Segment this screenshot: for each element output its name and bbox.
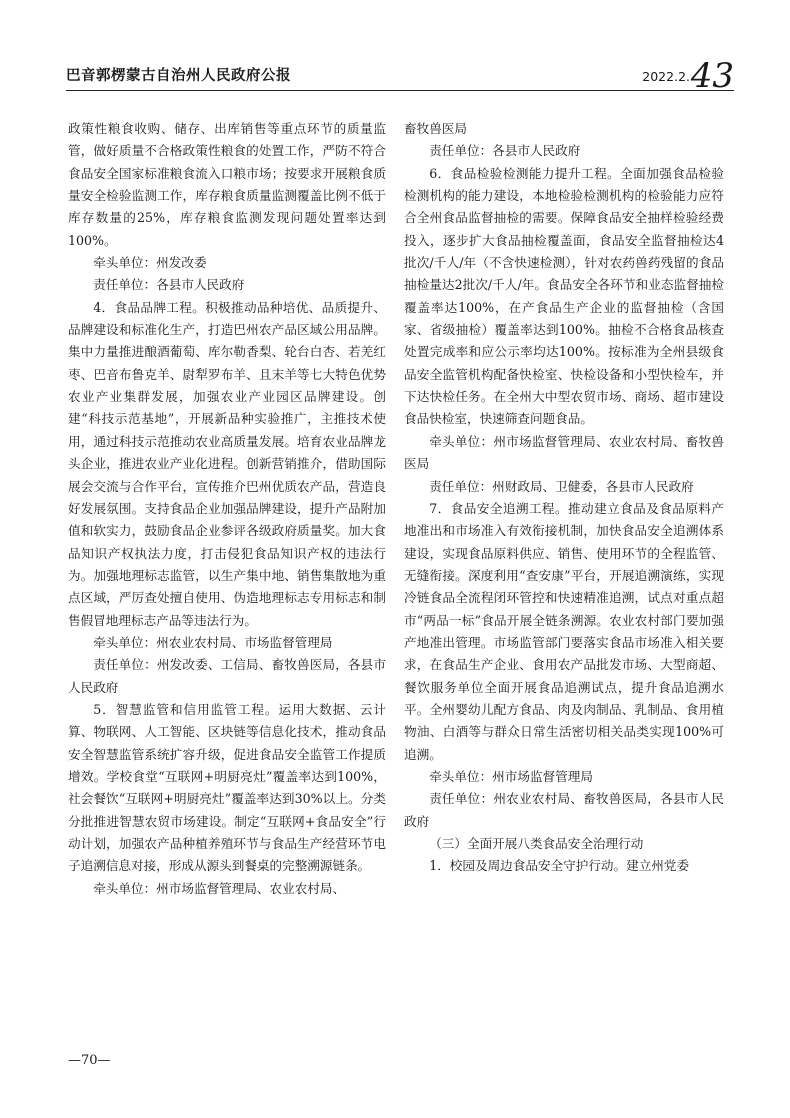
paragraph: 畜牧兽医局 <box>404 121 467 136</box>
paragraph: （三）全面开展八类食品安全治理行动 <box>429 836 644 851</box>
paragraph: 牵头单位：州市场监督管理局 <box>429 768 593 784</box>
journal-title: 巴音郭楞蒙古自治州人民政府公报 <box>66 68 291 84</box>
paragraph: 1．校园及周边食品安全守护行动。建立州党委 <box>429 858 690 874</box>
paragraph: 牵头单位：州农业农村局、市场监督管理局 <box>93 634 333 650</box>
paragraph: 责任单位：各县市人民政府 <box>93 277 245 293</box>
paragraph: 责任单位：州财政局、卫健委，各县市人民政府 <box>429 478 694 494</box>
issue-page-number: 43 <box>690 56 734 96</box>
paragraph: 7．食品安全追溯工程。推动建立食品及食品原料产地准出和市场准入有效衔接机制，加快食品安全追溯体系建设，实现食品原料供应、销售、使用环节的全程监管、无缝衔接。深度利用“查安康”平台，开展追溯演练，实现冷链食品全流程闭环管控和快速精准追溯，试点对重点超市“两品一标”食品开展全链条溯源。农业农村部门要加强产地准出管理。市场监管部门要落实食品市场准入相关要求，在食品生产企业、食用农产品批发市场、大型商超、餐饮服务单位全面开展食品追溯试点，提升食品追溯水平。全州婴幼儿配方食品、肉及肉制品、乳制品、食用植物油、白酒等与群众日常生活密切相关品类实现100%可追溯。 <box>404 500 724 762</box>
paragraph: 政策性粮食收购、储存、出库销售等重点环节的质量监管，做好质量不合格政策性粮食的处置工作，严防不符合食品安全国家标准粮食流入口粮市场；按要求开展粮食质量安全检验监测工作，库存粮食质量监测覆盖比例不低于库存数量的25%，库存粮食监测发现问题处置率达到100%。 <box>68 121 386 248</box>
paragraph: 牵头单位：州市场监督管理局、农业农村局、畜牧兽医局 <box>404 433 724 472</box>
page-footer: —70— <box>68 1053 111 1068</box>
right-column <box>404 118 724 878</box>
journal-header <box>66 56 734 96</box>
paragraph: 牵头单位：州市场监督管理局、农业农村局、 <box>93 880 346 896</box>
paragraph: 责任单位：各县市人民政府 <box>429 143 581 159</box>
paragraph: 5．智慧监管和信用监管工程。运用大数据、云计算、物联网、人工智能、区块链等信息化技术，推动食品安全智慧监管系统扩容升级，促进食品安全监管工作提质增效。学校食堂“互联网+明厨亮灶”覆盖率达到100%，社会餐饮“互联网+明厨亮灶”覆盖率达到30%以上。分类分批推进智慧农贸市场建设。制定“互联网+食品安全”行动计划，加强农产品种植养殖环节与食品生产经营环节电子追溯信息对接，形成从源头到餐桌的完整溯源链条。 <box>68 701 386 874</box>
paragraph: 责任单位：州农业农村局、畜牧兽医局，各县市人民政府 <box>404 791 724 829</box>
issue-date: 2022.2. <box>642 69 690 84</box>
left-column <box>68 118 386 900</box>
paragraph: 牵头单位：州发改委 <box>93 255 207 271</box>
paragraph: 责任单位：州发改委、工信局、畜牧兽医局，各县市人民政府 <box>68 657 386 695</box>
paragraph: 4．食品品牌工程。积极推动品种培优、品质提升、品牌建设和标准化生产，打造巴州农产品区域公用品牌。集中力量推进酿酒葡萄、库尔勒香梨、轮台白杏、若羌红枣、巴音布鲁克羊、尉犁罗布羊、且末羊等七大特色优势农业产业集群发展，加强农业产业园区品牌建设。创建“科技示范基地”，开展新品种实验推广，主推技术使用，通过科技示范推动农业高质量发展。培育农业品牌龙头企业，推进农业产业化进程。创新营销推介，借助国际展会交流与合作平台，宣传推介巴州优质农产品，营造良好发展氛围。支持食品企业加强品牌建设，提升产品附加值和软实力，鼓励食品企业参评各级政府质量奖。加大食品知识产权执法力度，打击侵犯食品知识产权的违法行为。加强地理标志监管，以生产集中地、销售集散地为重点区域，严厉查处擅自使用、伪造地理标志专用标志和制售假冒地理标志产品等违法行为。 <box>68 299 386 628</box>
paragraph: 6．食品检验检测能力提升工程。全面加强食品检验检测机构的能力建设，本地检验检测机构的检验能力应符合全州食品监督抽检的需要。保障食品安全抽样检验经费投入，逐步扩大食品抽检覆盖面，食品安全监督抽检达4批次/千人/年（不含快速检测），针对农药兽药残留的食品抽检量达2批次/千人/年。食品安全各环节和业态监督抽检覆盖率达100%，在产食品生产企业的监督抽检（含国家、省级抽检）覆盖率达到100%。抽检不合格食品核查处置完成率和应公示率均达100%。按标准为全州县级食品安全监管机构配备快检室、快检设备和小型快检车，并下达快检任务。在全州大中型农贸市场、商场、超市建设食品快检室，快速筛查问题食品。 <box>404 165 724 427</box>
